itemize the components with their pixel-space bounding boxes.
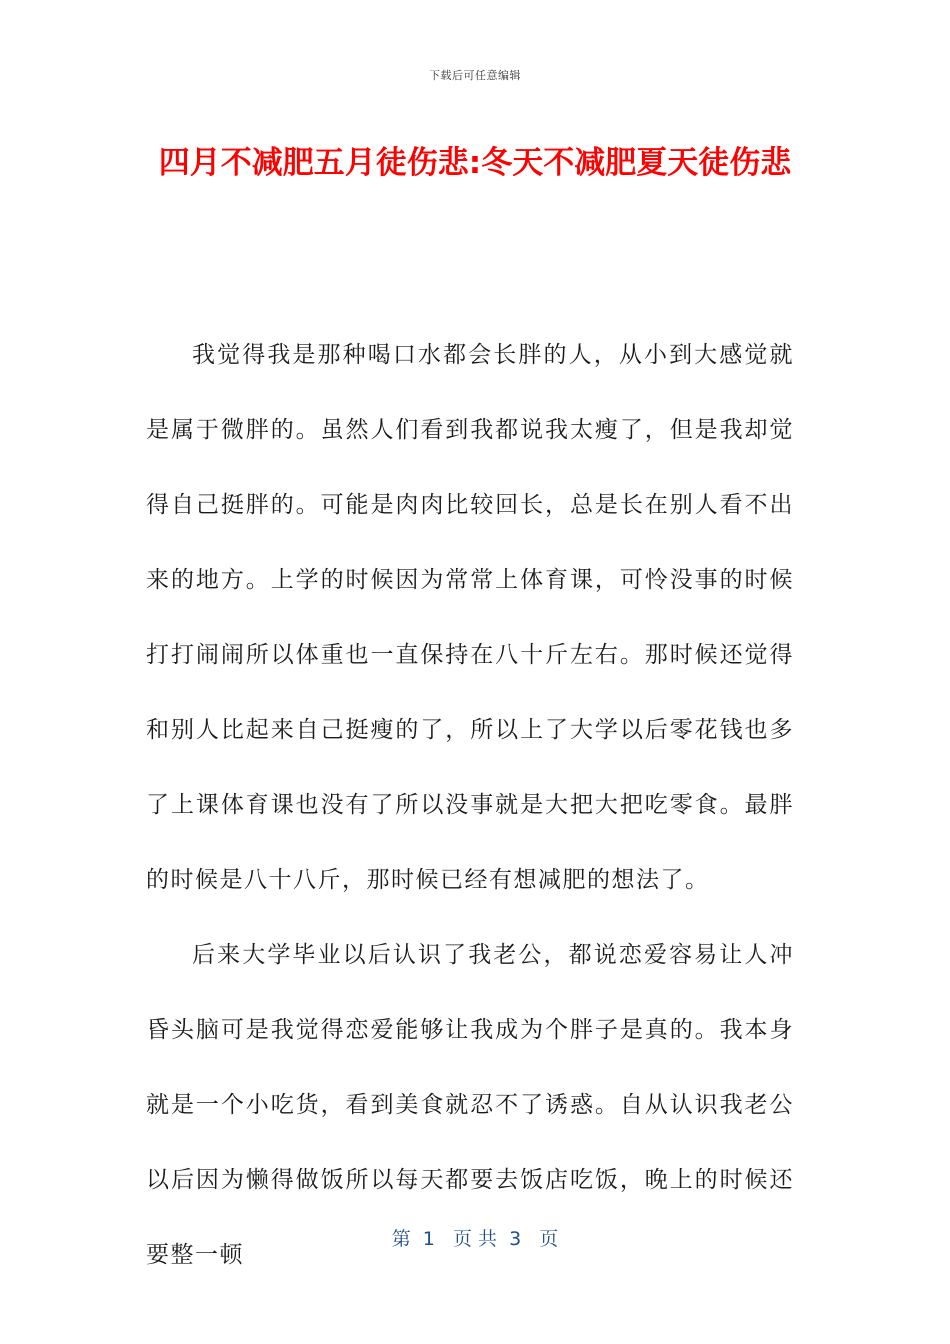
- document-body: [146, 318, 794, 1293]
- header-note: 下载后可任意编辑: [429, 69, 521, 82]
- paragraph: 后来大学毕业以后认识了我老公，都说恋爱容易让人冲昏头脑可是我觉得恋爱能够让我成为个胖子是真的。我本身就是一个小吃货，看到美食就忍不了诱惑。自从认识我老公以后因为懒得做饭所以每天都要去饭店吃饭，晚上的时候还要整一顿: [146, 942, 794, 1268]
- page-number-footer: 第 1 页 共 3 页: [391, 1228, 559, 1250]
- document-title: 四月不减肥五月徒伤悲:冬天不减肥夏天徒伤悲: [158, 145, 792, 181]
- paragraph: 我觉得我是那种喝口水都会长胖的人，从小到大感觉就是属于微胖的。虽然人们看到我都说我太瘦了，但是我却觉得自己挺胖的。可能是肉肉比较回长，总是长在别人看不出来的地方。上学的时候因为常常上体育课，可怜没事的时候打打闹闹所以体重也一直保持在八十斤左右。那时候还觉得和别人比起来自己挺瘦的了，所以上了大学以后零花钱也多了上课体育课也没有了所以没事就是大把大把吃零食。最胖的时候是八十八斤，那时候已经有想减肥的想法了。: [146, 342, 794, 893]
